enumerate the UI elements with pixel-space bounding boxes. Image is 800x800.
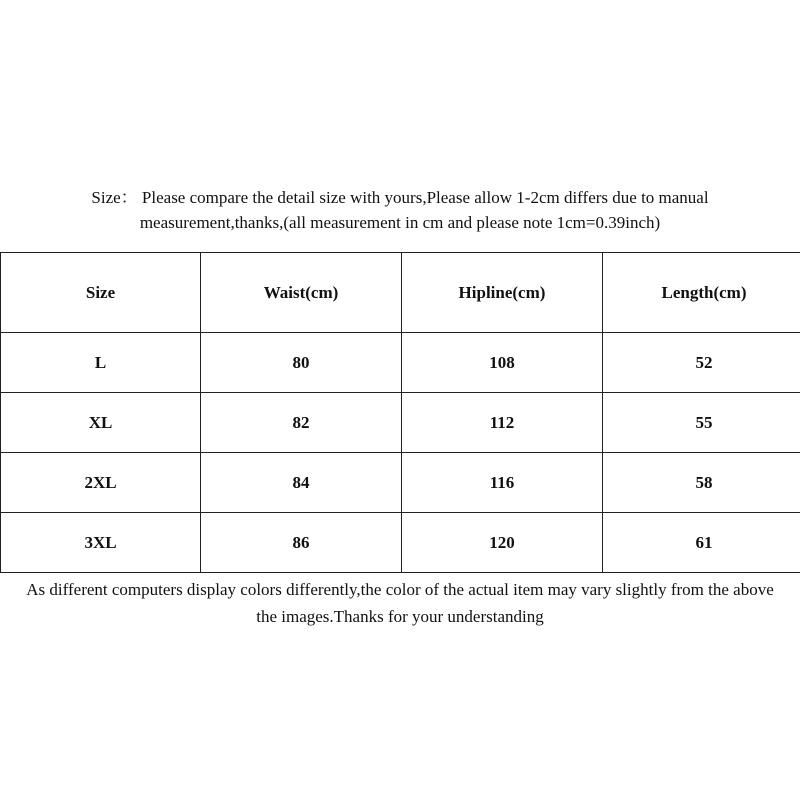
cell-hipline: 112 (402, 393, 603, 453)
size-note (0, 185, 800, 235)
cell-size: 2XL (1, 453, 201, 513)
header-waist: Waist(cm) (201, 253, 402, 333)
cell-waist: 80 (201, 333, 402, 393)
size-note-line-1: Size： Please compare the detail size with yours,Please allow 1-2cm differs due to manual (91, 188, 709, 207)
size-note-line-2: measurement,thanks,(all measurement in cm and please note 1cm=0.39inch) (139, 213, 661, 232)
header-length: Length(cm) (603, 253, 800, 333)
table-row (1, 393, 800, 453)
cell-size: L (1, 333, 201, 393)
cell-hipline: 108 (402, 333, 603, 393)
header-hipline: Hipline(cm) (402, 253, 603, 333)
cell-length: 61 (603, 513, 800, 573)
color-disclaimer-line-1: As different computers display colors differently,the color of the actual item may vary slightly from the above (26, 580, 774, 599)
cell-length: 55 (603, 393, 800, 453)
color-disclaimer-line-2: the images.Thanks for your understanding (256, 607, 544, 626)
table-row (1, 513, 800, 573)
header-size: Size (1, 253, 201, 333)
table-row (1, 453, 800, 513)
cell-length: 52 (603, 333, 800, 393)
color-disclaimer (0, 576, 800, 630)
cell-size: XL (1, 393, 201, 453)
cell-size: 3XL (1, 513, 201, 573)
cell-hipline: 120 (402, 513, 603, 573)
size-chart-table (0, 252, 800, 573)
cell-waist: 86 (201, 513, 402, 573)
cell-waist: 82 (201, 393, 402, 453)
table-header-row (1, 253, 800, 333)
table-row (1, 333, 800, 393)
cell-length: 58 (603, 453, 800, 513)
cell-waist: 84 (201, 453, 402, 513)
cell-hipline: 116 (402, 453, 603, 513)
